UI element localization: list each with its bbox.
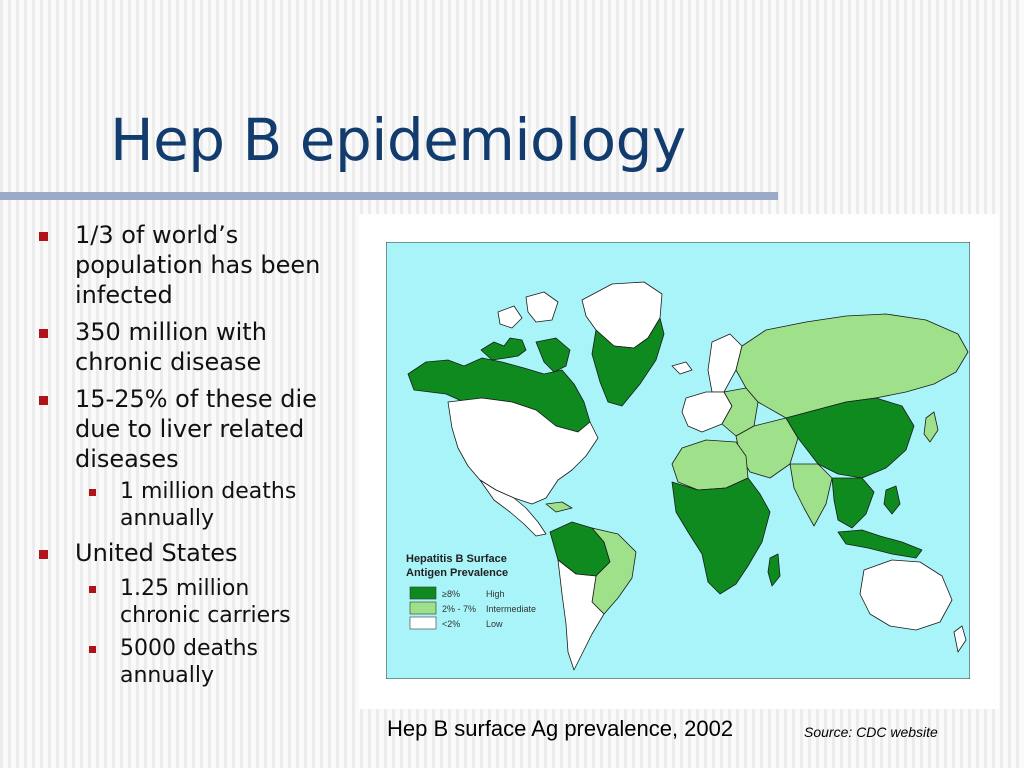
bullet-square-icon <box>39 329 48 338</box>
bullet-text: 15-25% of these die due to liver related diseases <box>75 385 317 473</box>
legend-range-high: ≥8% <box>442 589 460 599</box>
sub-bullet-square-icon <box>89 489 96 496</box>
legend-range-low: <2% <box>442 619 461 629</box>
bullet-item <box>36 538 336 568</box>
sub-bullet-square-icon <box>89 586 96 593</box>
legend-swatch-intermediate <box>410 602 436 614</box>
legend-swatch-high <box>410 587 436 599</box>
sub-bullet-text: 1 million deaths annually <box>120 479 297 531</box>
map-frame <box>359 214 999 709</box>
legend-label-high: High <box>486 589 505 599</box>
bullet-square-icon <box>39 550 48 559</box>
legend-label-intermediate: Intermediate <box>486 604 537 614</box>
bullet-square-icon <box>39 232 48 241</box>
bullet-item <box>36 317 336 377</box>
sub-bullet-item <box>36 635 336 689</box>
slide-title: Hep B epidemiology <box>110 106 686 174</box>
world-prevalence-map <box>386 242 970 679</box>
bullet-list <box>36 220 336 695</box>
legend-swatch-low <box>410 617 436 629</box>
legend-label-low: Low <box>486 619 503 629</box>
bullet-text: United States <box>75 539 238 567</box>
sub-bullet-square-icon <box>89 646 96 653</box>
title-divider <box>0 192 778 200</box>
sub-bullet-text: 1.25 million chronic carriers <box>120 576 291 628</box>
sub-bullet-item <box>36 575 336 629</box>
bullet-text: 1/3 of world’s population has been infected <box>75 221 321 309</box>
sub-bullet-item <box>36 478 336 532</box>
bullet-item <box>36 220 336 310</box>
north-africa <box>672 440 748 490</box>
legend-range-intermediate: 2% - 7% <box>442 604 477 614</box>
map-caption: Hep B surface Ag prevalence, 2002 <box>387 716 734 741</box>
bullet-text: 350 million with chronic disease <box>75 318 267 376</box>
bullet-square-icon <box>39 396 48 405</box>
map-source: Source: CDC website <box>804 724 938 740</box>
sub-bullet-text: 5000 deaths annually <box>120 636 258 688</box>
bullet-item <box>36 384 336 474</box>
legend-title-line-2: Antigen Prevalence <box>406 567 509 579</box>
legend-title-line-1: Hepatitis B Surface <box>406 553 507 565</box>
